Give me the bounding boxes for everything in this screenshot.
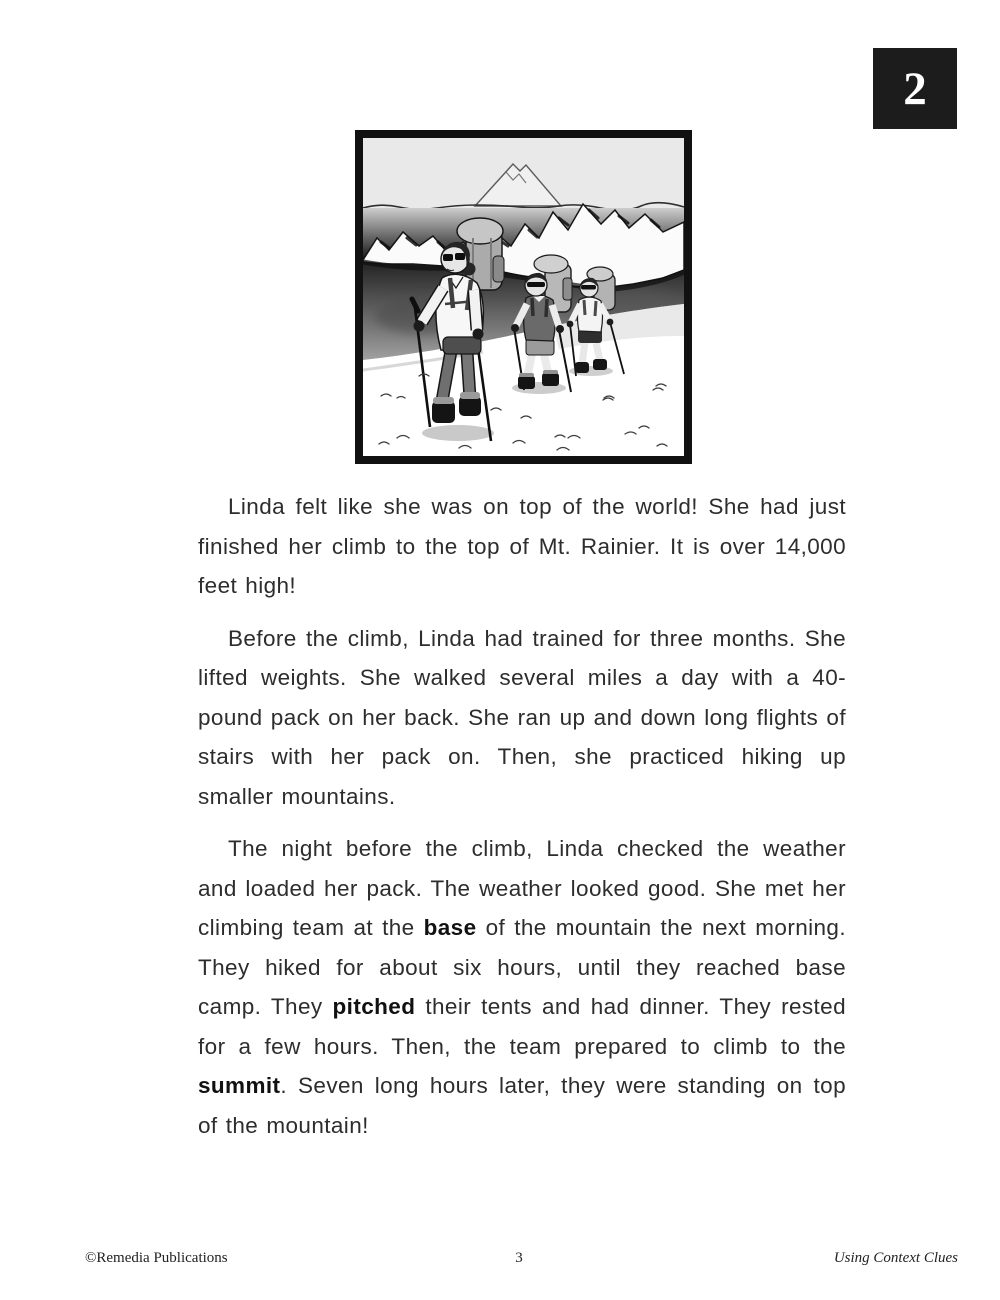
unit-number-badge [873,48,957,129]
passage-text: The night before the climb, Linda checked the weather and loaded her pack. The weather looked good. She met her climbing team at the [198,836,846,940]
passage-paragraph [198,487,846,606]
unit-number: 2 [903,62,927,115]
passage-text: Linda felt like she was on top of the world! She had just finished her climb to the top of Mt. Rainier. It is over 14,000 feet high! [198,494,846,598]
passage-paragraph [198,619,846,817]
illustration-frame [355,130,692,464]
vocabulary-term: summit [198,1073,281,1098]
passage-text: of the mountain the next morning. They hiked for about six hours, until they reached base camp. They [198,915,846,1019]
vocabulary-term: base [423,915,477,940]
footer-book-title: Using Context Clues [833,1250,958,1266]
passage-paragraph [198,829,846,1145]
footer-publisher: ©Remedia Publications [85,1250,228,1266]
passage-text: . Seven long hours later, they were standing on top of the mountain! [198,1073,846,1138]
page-footer [0,1250,1000,1272]
passage-text: Before the climb, Linda had trained for three months. She lifted weights. She walked several miles a day with a 40-pound pack on her back. She ran up and down long flights of stairs with her pack on. Then, she practiced hiking up smaller mountains. [198,625,846,809]
vocabulary-term: pitched [332,994,416,1019]
footer-page-number: 3 [515,1250,523,1266]
passage-text: their tents and had dinner. They rested for a few hours. Then, the team prepared to climb to the [198,994,846,1059]
passage [198,487,846,1158]
climbers-illustration [363,138,684,456]
